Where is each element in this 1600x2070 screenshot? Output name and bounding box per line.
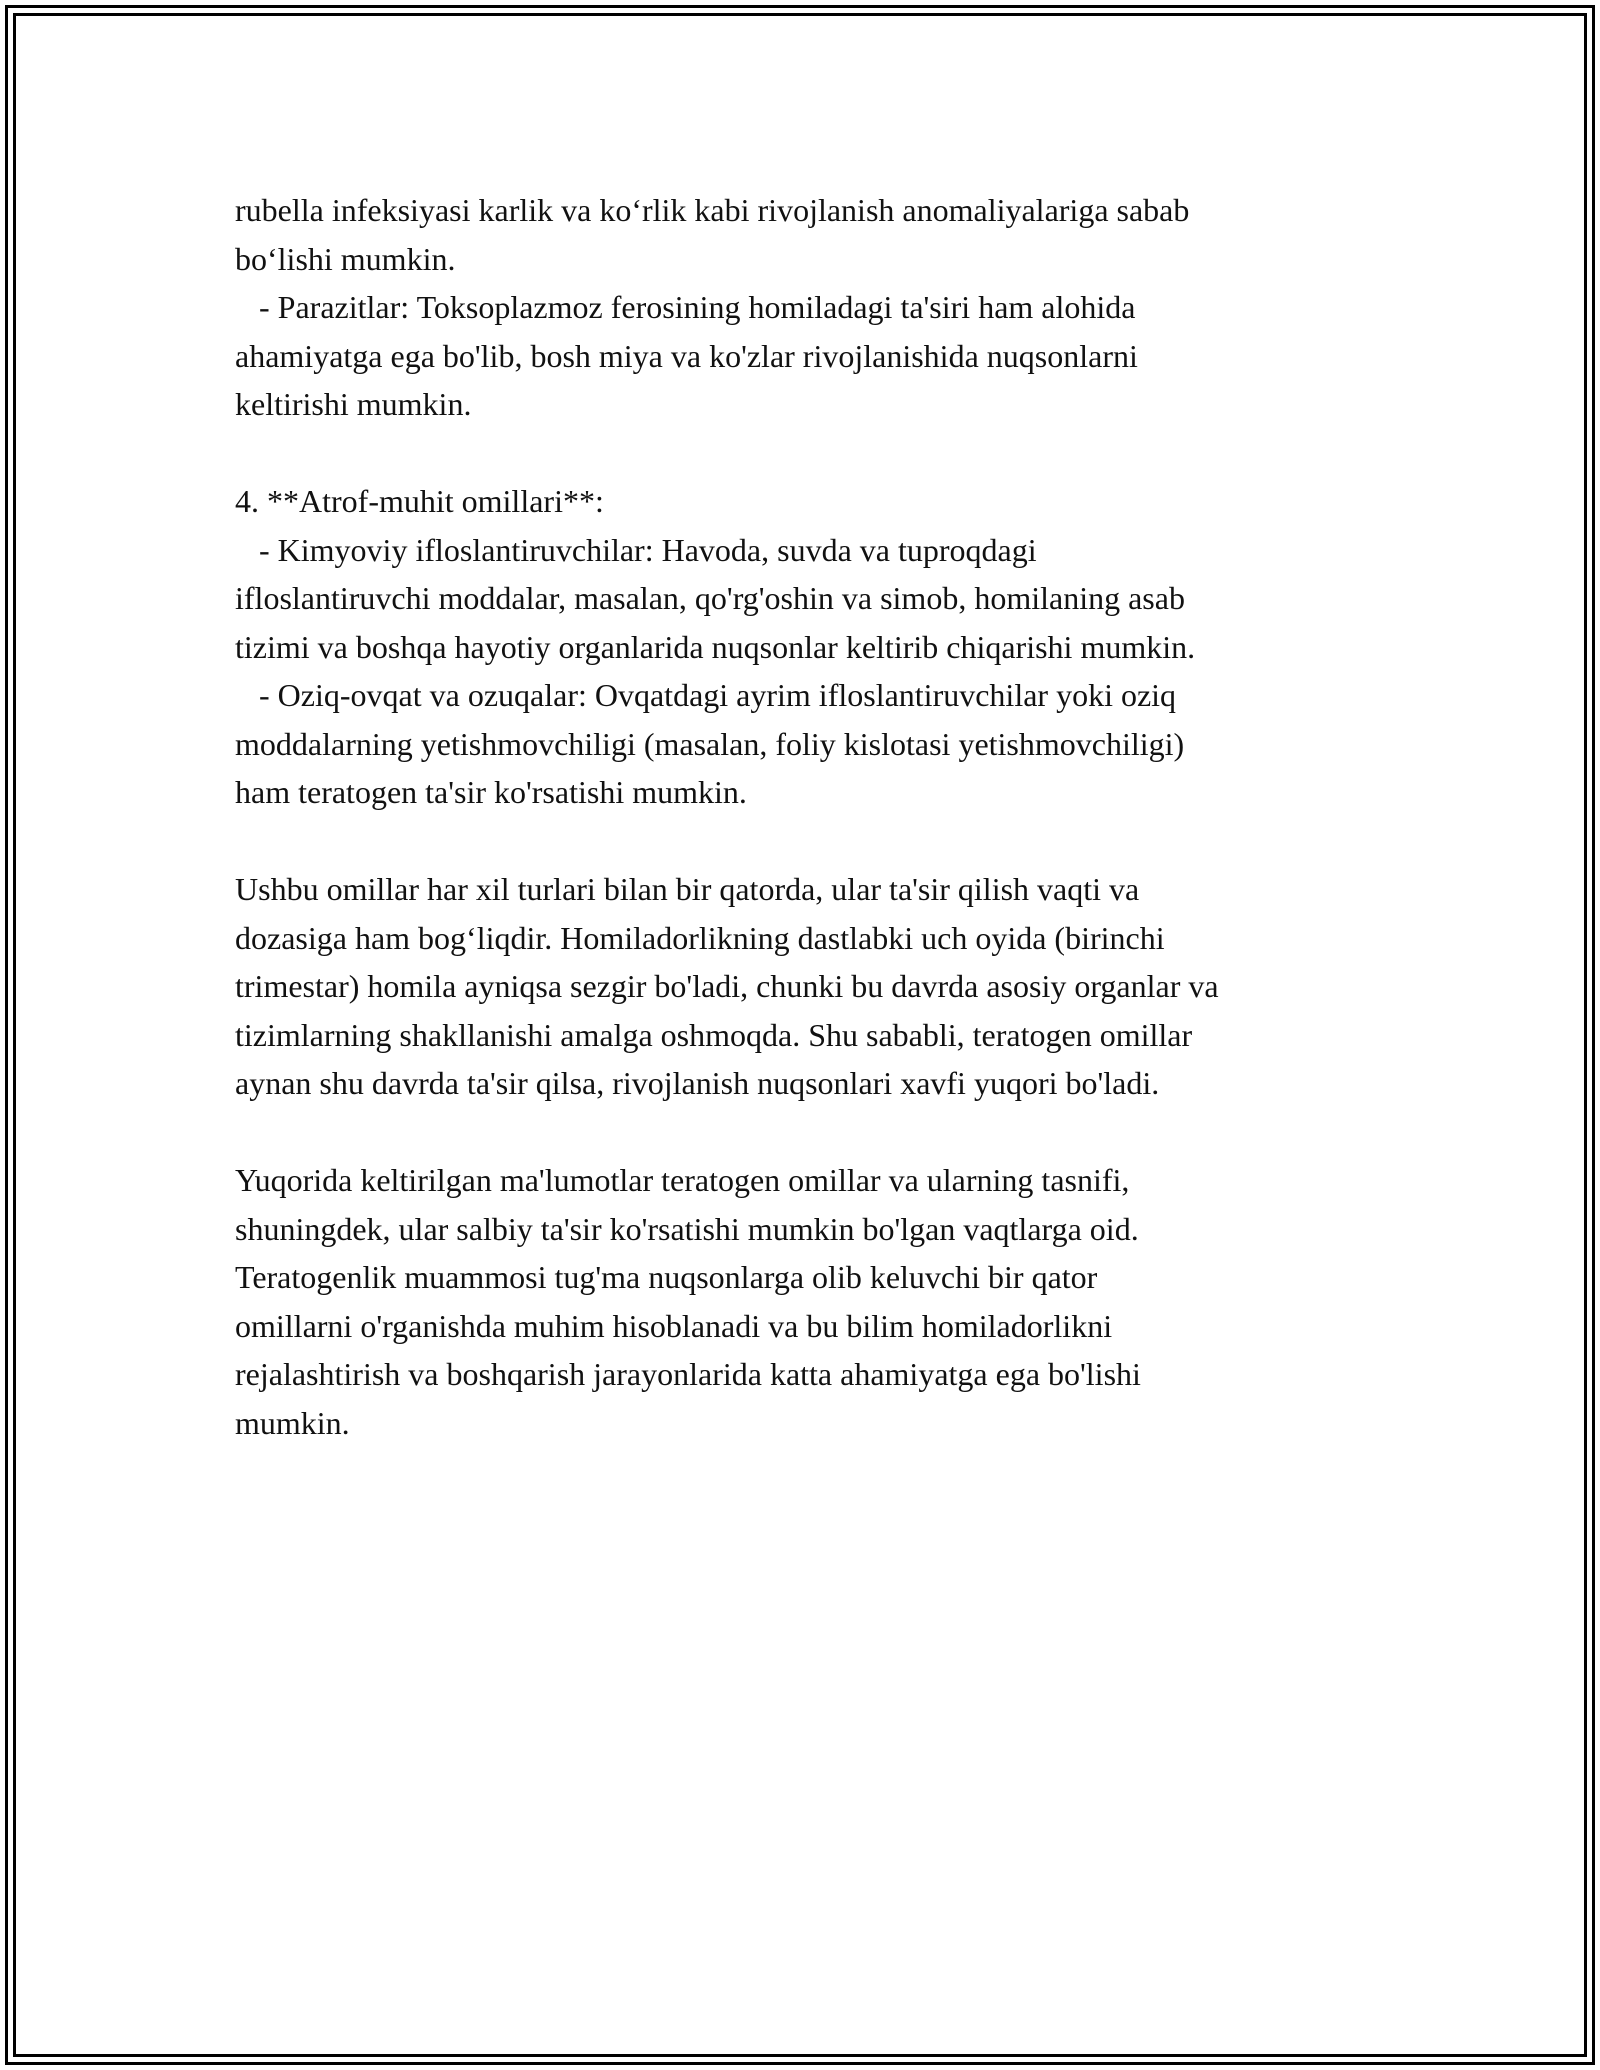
text-line: Teratogenlik muammosi tug'ma nuqsonlarga olib keluvchi bir qator <box>235 1259 1098 1295</box>
text-line: ham teratogen ta'sir ko'rsatishi mumkin. <box>235 774 747 810</box>
text-line: mumkin. <box>235 1404 350 1441</box>
paragraph-gap <box>235 1108 1375 1157</box>
text-line: - Parazitlar: Toksoplazmoz ferosining homiladagi ta'siri ham alohida <box>235 289 1136 325</box>
text-line: bo‘lishi mumkin. <box>235 240 456 277</box>
text-line: ifloslantiruvchi moddalar, masalan, qo'rg'oshin va simob, homilaning asab <box>235 580 1185 616</box>
text-line: - Kimyoviy ifloslantiruvchilar: Havoda, suvda va tuproqdagi <box>235 531 1037 568</box>
text-line: Ushbu omillar har xil turlari bilan bir qatorda, ular ta'sir qilish vaqti va <box>235 871 1140 907</box>
paragraph-gap <box>235 817 1375 866</box>
paragraph-gap <box>235 429 1375 478</box>
text-line: keltirishi mumkin. <box>235 386 472 422</box>
text-line: trimestar) homila ayniqsa sezgir bo'ladi, chunki bu davrda asosiy organlar va <box>235 968 1219 1004</box>
text-line: aynan shu davrda ta'sir qilsa, rivojlanish nuqsonlari xavfi yuqori bo'ladi. <box>235 1065 1160 1101</box>
text-line: moddalarning yetishmovchiligi (masalan, foliy kislotasi yetishmovchiligi) <box>235 725 1185 762</box>
text-line: dozasiga ham bog‘liqdir. Homiladorlikning dastlabki uch oyida (birinchi <box>235 919 1165 956</box>
section-heading: 4. **Atrof-muhit omillari**: <box>235 483 604 519</box>
text-line: tizimi va boshqa hayotiy organlarida nuqsonlar keltirib chiqarishi mumkin. <box>235 628 1196 665</box>
text-line: rubella infeksiyasi karlik va ko‘rlik kabi rivojlanish anomaliyalariga sabab <box>235 192 1190 228</box>
text-line: Yuqorida keltirilgan ma'lumotlar teratogen omillar va ularning tasnifi, <box>235 1162 1130 1198</box>
text-line: rejalashtirish va boshqarish jarayonlarida katta ahamiyatga ega bo'lishi <box>235 1356 1141 1392</box>
text-line: tizimlarning shakllanishi amalga oshmoqda. Shu sababli, teratogen omillar <box>235 1016 1193 1053</box>
document-body <box>235 186 1375 1447</box>
text-line: omillarni o'rganishda muhim hisoblanadi va bu bilim homiladorlikni <box>235 1307 1113 1344</box>
text-line: - Oziq-ovqat va ozuqalar: Ovqatdagi ayrim ifloslantiruvchilar yoki oziq <box>235 677 1177 713</box>
text-line: ahamiyatga ega bo'lib, bosh miya va ko'zlar rivojlanishida nuqsonlarni <box>235 337 1138 374</box>
text-line: shuningdek, ular salbiy ta'sir ko'rsatishi mumkin bo'lgan vaqtlarga oid. <box>235 1210 1139 1247</box>
